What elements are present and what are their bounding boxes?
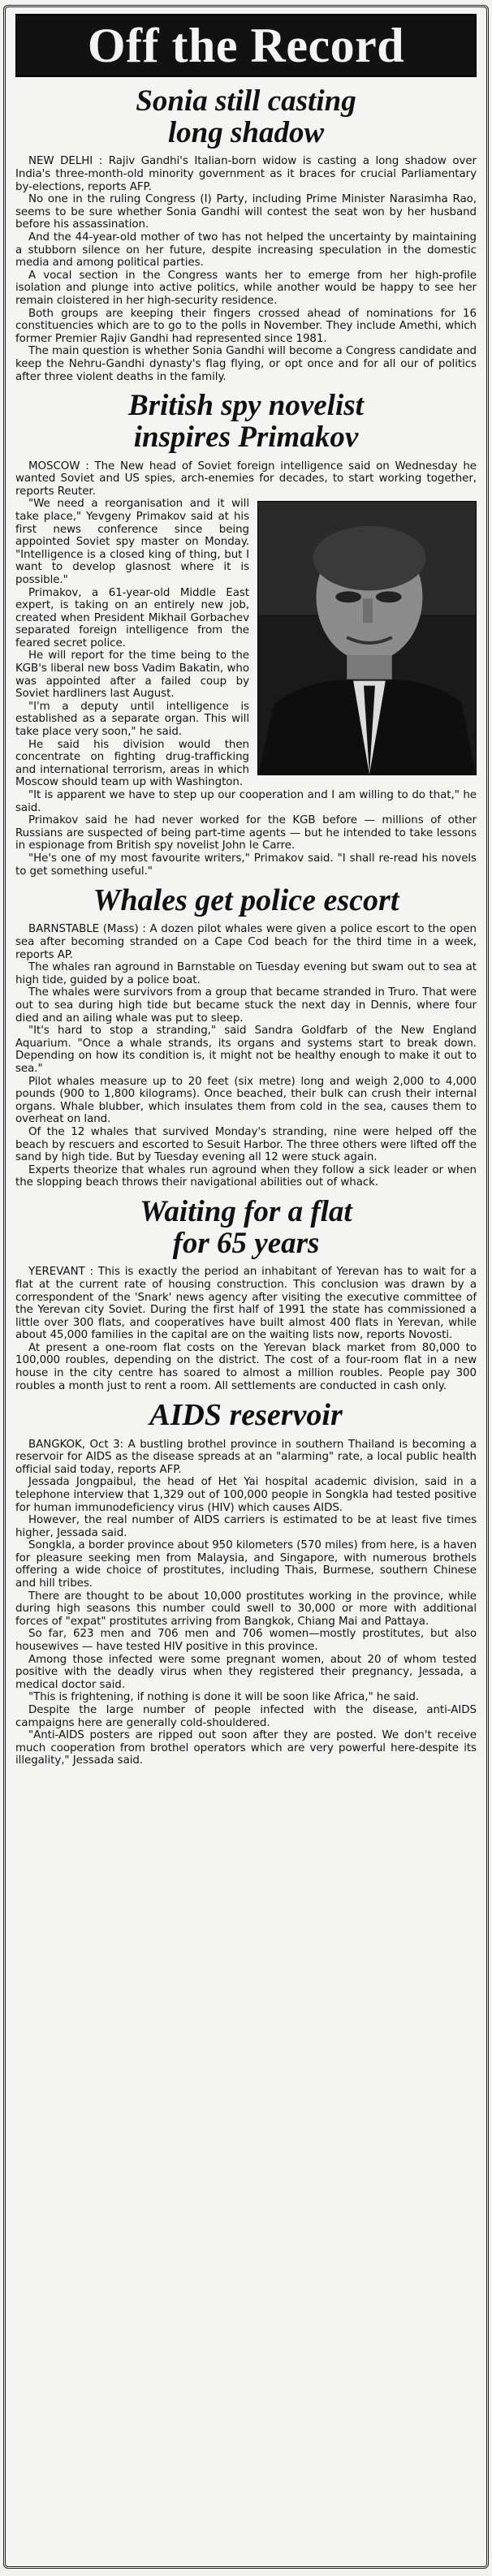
headline-line: Whales get police escort xyxy=(93,883,399,918)
paragraph: "It's hard to stop a stranding," said Sandra Goldfarb of the New England Aquarium. "Once a whale strands, its organs and systems start to break down. Depending on how its condition is, it might not be healthy enough to make it out to sea." xyxy=(15,1025,477,1075)
paragraph: YEREVANT : This is exactly the period an inhabitant of Yerevan has to wait for a flat at the current rate of housing construction. This conclusion was drawn by a correspondent of the 'Snark' news agency after visiting the executive committee of the Yerevan city Soviet. During the first half of 1991 the state has commissioned a little over 300 flats, and cooperatives have built almost 400 flats in Yerevan, while about 45,000 families in the capital are on the waiting lists now, reports Novosti. xyxy=(15,1266,477,1342)
paragraph: There are thought to be about 10,000 prostitutes working in the province, while during high seasons this number could swell to 30,000 or more with additional forces of "expat" prostitutes arriving from Bangkok, Chiang Mai and Pattaya. xyxy=(15,1590,477,1628)
paragraph: At present a one-room flat costs on the Yerevan black market from 80,000 to 100,000 roubles, depending on the district. The cost of a four-room flat in a new house in the city centre has soared to almost a million roubles. People pay 300 roubles a month just to rent a room. All settlements are conducted in cash only. xyxy=(15,1341,477,1392)
headline-line: long shadow xyxy=(167,116,325,150)
headline-line: Waiting for a flat xyxy=(140,1194,352,1228)
paragraph: Despite the large number of people infected with the disease, anti-AIDS campaigns here are generally cold-shouldered. xyxy=(15,1704,477,1729)
masthead-title: Off the Record xyxy=(87,19,405,72)
headline xyxy=(15,390,477,453)
paragraph: So far, 623 men and 706 men and 706 women—mostly prostitutes, but also housewives — have tested HIV positive in this province. xyxy=(15,1628,477,1654)
paragraph: Jessada Jongpaibul, the head of Het Yai hospital academic division, said in a telephone interview that 1,329 out of 100,000 people in Songkla had tested positive for human immunodeficiency virus (HIV) which causes AIDS. xyxy=(15,1476,477,1514)
masthead xyxy=(15,14,477,77)
paragraph: Primakov, a 61-year-old Middle East expert, is taking on an entirely new job, created when President Mikhail Gorbachev separated foreign intelligence from the feared secret police. xyxy=(15,586,249,649)
headline xyxy=(15,1399,477,1431)
paragraph: Songkla, a border province about 950 kilometers (570 miles) from here, is a haven for pleasure seeking men from Malaysia, and Singapore, with numerous brothels offering a wide choice of prostitutes, including Thais, Burmese, southern Chinese and hill tribes. xyxy=(15,1539,477,1590)
headline-line: for 65 years xyxy=(172,1227,320,1261)
paragraph: Experts theorize that whales run aground when they follow a sick leader or when the slopping beach throws their navigational abilities out of whack. xyxy=(15,1163,477,1189)
paragraph: And the 44-year-old mother of two has not helped the uncertainty by maintaining a stubborn silence on her future, despite increasing speculation in the domestic media and among political parties. xyxy=(15,231,477,270)
article-whales xyxy=(15,884,477,1189)
paragraph: BARNSTABLE (Mass) : A dozen pilot whales were given a police escort to the open sea after becoming stranded on a Cape Cod beach for the third time in a week, reports AP. xyxy=(15,923,477,961)
paragraph: "It is apparent we have to step up our cooperation and I am willing to do that," he said. xyxy=(15,789,477,814)
headline-line: British spy novelist xyxy=(128,389,364,423)
headline xyxy=(15,1196,477,1259)
paragraph: However, the real number of AIDS carriers is estimated to be at least five times higher, Jessada said. xyxy=(15,1514,477,1539)
paragraph: BANGKOK, Oct 3: A bustling brothel province in southern Thailand is becoming a reservoir for AIDS as the disease spreads at an "alarming" rate, a local public health official said today, reports AFP. xyxy=(15,1438,477,1476)
paragraph: "Anti-AIDS posters are ripped out soon after they are posted. We don't receive much cooperation from brothel operators which are very powerful here-despite its illegality," Jessada said. xyxy=(15,1729,477,1767)
paragraph: A vocal section in the Congress wants her to emerge from her high-profile isolation and plunge into active politics, while another would be happy to see her remain cloistered in her high-security residence. xyxy=(15,269,477,307)
paragraph: Of the 12 whales that survived Monday's stranding, nine were helped off the beach by rescuers and escorted to Sesuit Harbor. The three others were lifted off the sand by high tide. But by Tuesday evening all 12 were stuck again. xyxy=(15,1125,477,1164)
paragraph: He said his division would then concentrate on fighting drug-trafficking and international terrorism, areas in which Moscow should team up with Washington. xyxy=(15,738,249,789)
paragraph: "We need a reorganisation and it will take place," Yevgeny Primakov said at his first news conference since being appointed Soviet spy master on Monday. "Intelligence is a closed king of thing, but I want to develop glasnost where it is possible." xyxy=(15,498,249,586)
headline xyxy=(15,85,477,149)
paragraph: "I'm a deputy until intelligence is established as a separate organ. This will take place very soon," he said. xyxy=(15,700,249,739)
portrait-image xyxy=(258,502,476,775)
headline-line: inspires Primakov xyxy=(133,421,359,455)
paragraph: He will report for the time being to the KGB's liberal new boss Vadim Bakatin, who was appointed after a failed coup by Soviet hardliners last August. xyxy=(15,649,249,701)
headline xyxy=(15,884,477,917)
paragraph: "This is frightening, if nothing is done it will be soon like Africa," he said. xyxy=(28,1691,420,1704)
paragraph: Among those infected were some pregnant women, about 20 of whom tested positive with the deadly virus when they registered their pregnancy, Jessada, a medical doctor said. xyxy=(15,1653,477,1691)
portrait-photo xyxy=(257,501,477,775)
paragraph: No one in the ruling Congress (I) Party, including Prime Minister Narasimha Rao, seems to be sure whether Sonia Gandhi will contest the seat won by her husband before his assassination. xyxy=(15,193,477,231)
paragraph: The whales were survivors from a group that became stranded in Truro. That were out to sea during high tide but became stuck the next day in Dennis, where four died and an ailing whale was put to sleep. xyxy=(15,986,477,1025)
paragraph: The main question is whether Sonia Gandhi will become a Congress candidate and keep the Nehru-Gandhi dynasty's flag flying, or opt once and for all our of politics after three violent deaths in the family. xyxy=(15,345,477,383)
paragraph: MOSCOW : The New head of Soviet foreign intelligence said on Wednesday he wanted Soviet and US spies, arch-enemies for decades, to start working together, reports Reuter. xyxy=(15,460,477,498)
article-yerevan xyxy=(15,1196,477,1392)
paragraph: NEW DELHI : Rajiv Gandhi's Italian-born widow is casting a long shadow over India's three-month-old minority government as it braces for crucial Parliamentary by-elections, reports AFP. xyxy=(15,155,477,193)
article-primakov xyxy=(15,390,477,878)
paragraph: Primakov said he had never worked for the KGB before — millions of other Russians are suspected of being part-time agents — but he intended to take lessons in espionage from British spy novelist John le Carre. xyxy=(15,814,477,852)
headline-line: Sonia still casting xyxy=(136,84,356,118)
headline-line: AIDS reservoir xyxy=(149,1398,343,1433)
newspaper-column xyxy=(3,5,489,2569)
paragraph: Both groups are keeping their fingers crossed ahead of nominations for 16 constituencies which are to go to the polls in November. They include Amethi, which former Premier Rajiv Gandhi had represented since 1981. xyxy=(15,307,477,345)
paragraph: "He's one of my most favourite writers," Primakov said. "I shall re-read his novels to get something useful." xyxy=(15,852,477,878)
paragraph: Pilot whales measure up to 20 feet (six metre) long and weigh 2,000 to 4,000 pounds (900 to 1,800 kilograms). Once beached, their bulk can crush their internal organs. Whale blubber, which insulates them from cold in the sea, causes them to overheat on land. xyxy=(15,1075,477,1126)
paragraph: The whales ran aground in Barnstable on Tuesday evening but swam out to sea at high tide, guided by a police boat. xyxy=(15,961,477,986)
article-sonia xyxy=(15,85,477,383)
article-aids xyxy=(15,1399,477,1767)
